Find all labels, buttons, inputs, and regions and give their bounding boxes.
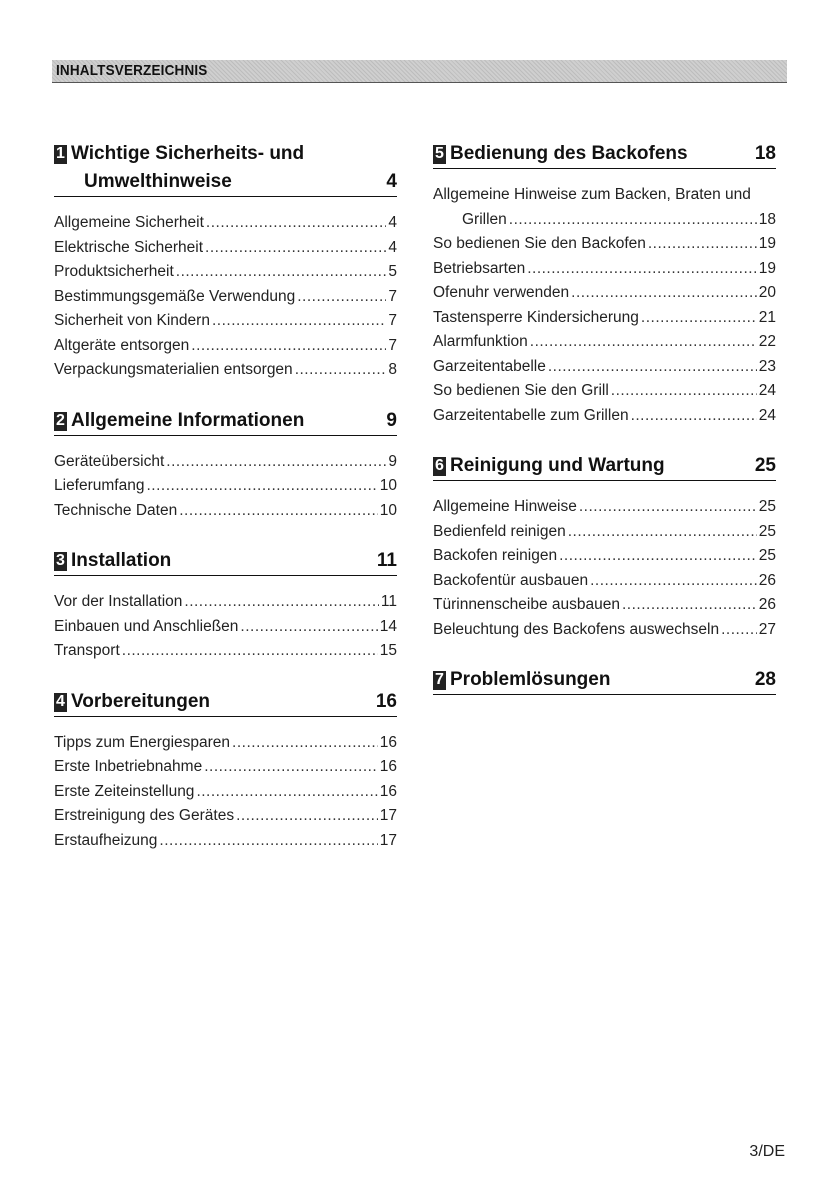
leader-dots	[159, 829, 377, 854]
entry-page: 7	[388, 312, 397, 329]
entry-page: 17	[379, 807, 397, 824]
toc-entry[interactable]	[54, 260, 397, 285]
entry-text: Sicherheit von Kindern	[54, 312, 210, 329]
leader-dots	[206, 211, 386, 236]
entry-page: 7	[388, 336, 397, 354]
entry-page: 10	[379, 501, 397, 519]
section-heading[interactable]	[433, 666, 776, 695]
entry-page: 9	[388, 452, 397, 470]
entry-text-continued: Grillen	[462, 210, 507, 228]
toc-entries	[433, 495, 776, 642]
toc-section-1	[54, 140, 397, 407]
leader-dots	[648, 232, 757, 257]
entry-page: 8	[388, 361, 397, 378]
toc-entry[interactable]	[433, 330, 776, 355]
entry-text: Ofenuhr verwenden	[433, 284, 570, 301]
toc-entries	[54, 731, 397, 854]
leader-dots	[641, 306, 757, 331]
toc-entry[interactable]	[54, 334, 397, 359]
entry-page: 20	[758, 284, 776, 301]
entry-text: Garzeitentabelle zum Grillen	[433, 406, 629, 424]
entry-text: Technische Daten	[54, 501, 178, 519]
entry-page: 11	[380, 593, 397, 610]
leader-dots	[236, 804, 378, 829]
leader-dots	[509, 208, 757, 233]
leader-dots	[527, 257, 757, 282]
leader-dots	[559, 544, 757, 569]
entry-page: 25	[758, 498, 776, 515]
leader-dots	[240, 615, 377, 640]
entry-text: Bestimmungsgemäße Verwendung	[54, 287, 296, 305]
entry-page: 19	[758, 235, 776, 252]
toc-section-3	[54, 547, 397, 688]
section-heading[interactable]	[54, 688, 397, 717]
leader-dots	[631, 404, 757, 429]
section-heading[interactable]	[54, 407, 397, 436]
toc-entry[interactable]	[54, 639, 397, 664]
toc-entry[interactable]	[433, 281, 776, 306]
toc-right-column	[433, 140, 776, 695]
entry-text: Tastensperre Kindersicherung	[433, 308, 639, 326]
entry-page: 22	[758, 333, 776, 350]
leader-dots	[295, 358, 387, 383]
section-heading[interactable]	[433, 140, 776, 169]
entry-page: 18	[758, 210, 776, 228]
entry-text: Vor der Installation	[54, 593, 183, 610]
entry-text: Betriebsarten	[433, 259, 526, 277]
leader-dots	[622, 593, 757, 618]
section-page: 18	[754, 143, 776, 164]
entry-page: 5	[388, 263, 397, 280]
toc-entry[interactable]	[433, 306, 776, 331]
toc-left-column	[54, 140, 397, 853]
toc-section-4	[54, 688, 397, 854]
entry-page: 21	[758, 308, 776, 326]
entry-page: 26	[758, 596, 776, 613]
toc-entry[interactable]	[54, 309, 397, 334]
entry-page: 16	[379, 782, 397, 800]
section-title: Reinigung und Wartung	[450, 455, 665, 476]
entry-text: Backofentür ausbauen	[433, 571, 589, 589]
leader-dots	[568, 520, 757, 545]
section-page: 28	[754, 669, 776, 690]
entry-text: Geräteübersicht	[54, 452, 165, 470]
entry-text: Backofen reinigen	[433, 547, 558, 564]
toc-entry[interactable]	[54, 780, 397, 805]
toc-section-6	[433, 452, 776, 666]
toc-entry[interactable]	[433, 183, 776, 232]
entry-text: Produktsicherheit	[54, 263, 174, 280]
entry-page: 16	[379, 758, 397, 775]
entry-page: 24	[758, 382, 776, 399]
entry-text: Allgemeine Hinweise	[433, 498, 577, 515]
section-number-badge: 7	[433, 671, 446, 690]
page-number: 3/DE	[749, 1143, 785, 1160]
toc-entry[interactable]	[54, 829, 397, 854]
toc-entries	[54, 450, 397, 524]
section-page: 25	[754, 455, 776, 476]
section-title: Allgemeine Informationen	[71, 409, 305, 431]
toc-entry[interactable]	[54, 731, 397, 756]
section-number-badge: 1	[54, 145, 67, 164]
leader-dots	[196, 780, 377, 805]
toc-entries	[54, 590, 397, 664]
leader-dots	[191, 334, 386, 359]
toc-entry[interactable]	[433, 569, 776, 594]
leader-dots	[579, 495, 757, 520]
section-title: Bedienung des Backofens	[450, 143, 688, 164]
toc-entry[interactable]	[54, 615, 397, 640]
leader-dots	[232, 731, 378, 756]
entry-text: So bedienen Sie den Backofen	[433, 235, 646, 252]
leader-dots	[184, 590, 379, 615]
toc-entry[interactable]	[54, 755, 397, 780]
entry-text: Erste Inbetriebnahme	[54, 758, 203, 775]
header-bar	[52, 60, 787, 83]
toc-entry[interactable]	[433, 495, 776, 520]
toc-entry[interactable]	[433, 544, 776, 569]
toc-entry[interactable]	[54, 474, 397, 499]
entry-page: 7	[388, 287, 397, 305]
toc-entry[interactable]	[433, 593, 776, 618]
entry-page: 25	[758, 522, 776, 540]
toc-section-7	[433, 666, 776, 695]
toc-section-2	[54, 407, 397, 548]
entry-page: 10	[379, 477, 397, 494]
toc-entries	[433, 183, 776, 428]
section-page: 16	[375, 690, 397, 712]
entry-text: Einbauen und Anschließen	[54, 617, 239, 635]
entry-text: Erstreinigung des Gerätes	[54, 807, 235, 824]
toc-entries	[54, 211, 397, 383]
toc-entry[interactable]	[433, 404, 776, 429]
leader-dots	[611, 379, 757, 404]
toc-entry[interactable]	[54, 450, 397, 475]
entry-text: Alarmfunktion	[433, 333, 528, 350]
toc-entry[interactable]	[54, 285, 397, 310]
toc-entry[interactable]	[54, 236, 397, 261]
leader-dots	[721, 618, 757, 643]
toc-entry[interactable]	[433, 379, 776, 404]
entry-page: 4	[388, 214, 397, 231]
entry-text: Transport	[54, 642, 120, 659]
leader-dots	[297, 285, 386, 310]
toc-section-5	[433, 140, 776, 452]
section-title: Installation	[71, 550, 172, 571]
section-title-line1: Wichtige Sicherheits- und	[71, 143, 305, 164]
section-title-line2: Umwelthinweise	[84, 171, 232, 192]
leader-dots	[176, 260, 387, 285]
toc-entry[interactable]	[433, 257, 776, 282]
entry-text: Erstaufheizung	[54, 831, 158, 849]
section-title: Problemlösungen	[450, 669, 611, 690]
section-page: 9	[386, 409, 397, 431]
section-number-badge: 2	[54, 412, 67, 431]
entry-text: Altgeräte entsorgen	[54, 336, 190, 354]
leader-dots	[530, 330, 757, 355]
toc-entry[interactable]	[54, 499, 397, 524]
entry-text: Elektrische Sicherheit	[54, 238, 204, 256]
section-heading[interactable]	[433, 452, 776, 481]
toc-entry[interactable]	[433, 520, 776, 545]
entry-page: 19	[758, 259, 776, 277]
leader-dots	[146, 474, 377, 499]
entry-text: Garzeitentabelle	[433, 357, 546, 375]
entry-text: Allgemeine Sicherheit	[54, 214, 204, 231]
leader-dots	[548, 355, 757, 380]
leader-dots	[179, 499, 378, 524]
leader-dots	[571, 281, 757, 306]
entry-text: Allgemeine Hinweise zum Backen, Braten und	[433, 186, 751, 203]
entry-text: Erste Zeiteinstellung	[54, 782, 195, 800]
section-heading[interactable]	[54, 547, 397, 576]
entry-text: Türinnenscheibe ausbauen	[433, 596, 620, 613]
toc-entry[interactable]	[54, 358, 397, 383]
leader-dots	[205, 236, 386, 261]
toc-entry[interactable]	[433, 232, 776, 257]
entry-text: Beleuchtung des Backofens auswechseln	[433, 620, 720, 638]
section-number-badge: 4	[54, 693, 67, 712]
leader-dots	[212, 309, 386, 334]
entry-text: Tipps zum Energiesparen	[54, 733, 231, 751]
leader-dots	[166, 450, 386, 475]
entry-text: Lieferumfang	[54, 477, 145, 494]
toc-entry[interactable]	[54, 590, 397, 615]
entry-text: Verpackungsmaterialien entsorgen	[54, 361, 293, 378]
leader-dots	[590, 569, 757, 594]
section-page: 11	[376, 550, 397, 571]
entry-page: 25	[758, 547, 776, 564]
page-title: INHALTSVERZEICHNIS	[56, 62, 208, 79]
entry-text: So bedienen Sie den Grill	[433, 382, 609, 399]
entry-page: 26	[758, 571, 776, 589]
section-number-badge: 3	[54, 552, 67, 571]
section-page: 4	[386, 171, 397, 192]
section-heading[interactable]	[54, 140, 397, 197]
leader-dots	[122, 639, 378, 664]
section-title: Vorbereitungen	[71, 690, 210, 712]
entry-page: 24	[758, 406, 776, 424]
entry-text: Bedienfeld reinigen	[433, 522, 566, 540]
section-number-badge: 5	[433, 145, 446, 164]
toc-entry[interactable]	[433, 355, 776, 380]
entry-page: 27	[758, 620, 776, 638]
entry-page: 17	[379, 831, 397, 849]
entry-page: 23	[758, 357, 776, 375]
toc-entry[interactable]	[54, 804, 397, 829]
leader-dots	[204, 755, 378, 780]
toc-entry[interactable]	[433, 618, 776, 643]
entry-page: 14	[379, 617, 397, 635]
entry-page: 16	[379, 733, 397, 751]
section-number-badge: 6	[433, 457, 446, 476]
toc-entry[interactable]	[54, 211, 397, 236]
entry-page: 4	[388, 238, 397, 256]
entry-page: 15	[379, 642, 397, 659]
